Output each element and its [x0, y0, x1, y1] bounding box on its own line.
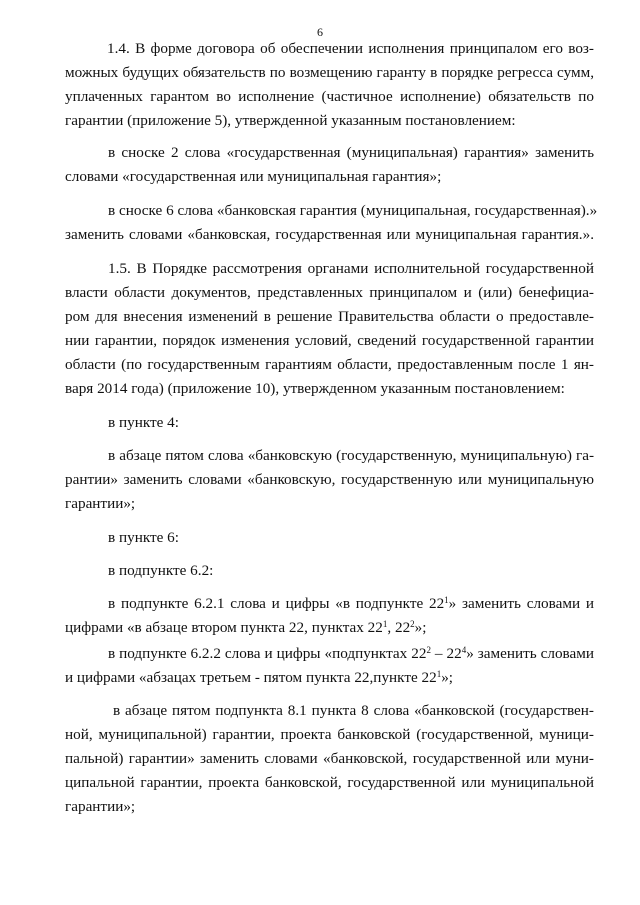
text-line: варя 2014 года) (приложение 10), утвержденном указанным постановлением:	[65, 380, 565, 397]
text-line: 1.5. В Порядке рассмотрения органами исполнительной государственной	[108, 260, 594, 277]
text-line: в абзаце пятом подпункта 8.1 пункта 8 слова «банковской (государствен-	[113, 702, 594, 719]
text-line: в подпункте 6.2:	[108, 562, 214, 579]
text-line: в пункте 4:	[108, 414, 179, 431]
text-line: можных будущих обязательств по возмещению гаранту в порядке регресса сумм,	[65, 64, 594, 81]
text-segment: цифрами «в абзаце втором пункта 22, пунктах 22	[65, 619, 383, 636]
text-line: гарантии»;	[65, 495, 136, 512]
text-line: гарантии»;	[65, 798, 136, 815]
superscript: 1	[382, 618, 388, 629]
text-segment: » заменить словами	[466, 645, 595, 662]
text-segment: , 22	[387, 619, 411, 636]
text-segment: – 22	[430, 645, 462, 662]
superscript: 4	[461, 644, 467, 655]
text-line: в сноске 2 слова «государственная (муниципальная) гарантия» заменить	[108, 144, 594, 161]
text-segment: и цифрами «абзацах третьем - пятом пункта 22,пункте 22	[65, 669, 437, 686]
text-line: в сноске 6 слова «банковская гарантия (муниципальная, государственная).»	[108, 202, 598, 219]
text-line: заменить словами «банковская, государственная или муниципальная гарантия.».	[65, 226, 594, 243]
text-line	[108, 642, 594, 666]
superscript: 2	[410, 618, 415, 629]
text-line: гарантии (приложение 5), утвержденной указанным постановлением:	[65, 112, 516, 129]
page-number: 6	[317, 25, 323, 39]
text-line: ром для внесения изменений в решение Правительства области о предоставле-	[65, 308, 594, 325]
text-line: в абзаце пятом слова «банковскую (государственную, муниципальную) га-	[108, 447, 594, 464]
text-line: 1.4. В форме договора об обеспечении исполнения принципалом его воз-	[107, 40, 594, 57]
text-segment: » заменить словами и	[448, 595, 594, 612]
superscript: 2	[426, 644, 431, 655]
text-segment: »;	[414, 619, 427, 636]
superscript: 1	[436, 668, 442, 679]
text-line: власти области документов, представленных принципалом и (или) бенефициа-	[65, 284, 594, 301]
text-line	[108, 592, 594, 616]
text-line: ципальной гарантии, проекта банковской, государственной или муниципальной	[65, 774, 594, 791]
text-line: ной, муниципальной) гарантии, проекта банковской (государственной, муници-	[65, 726, 594, 743]
text-line	[65, 616, 594, 640]
text-line: уплаченных гарантом во исполнение (частичное исполнение) обязательств по	[65, 88, 594, 105]
text-line: рантии» заменить словами «банковскую, государственную или муниципальную	[65, 471, 594, 488]
text-line: пальной) гарантии» заменить словами «банковской, государственной или муни-	[65, 750, 594, 767]
text-line: нии гарантии, порядок изменения условий, сведений государственной гарантии	[65, 332, 594, 349]
text-line: в пункте 6:	[108, 529, 179, 546]
text-line	[65, 666, 594, 690]
text-segment: в подпункте 6.2.2 слова и цифры «подпунктах 22	[108, 645, 427, 662]
text-segment: »;	[441, 669, 454, 686]
text-line: области (по государственным гарантиям области, предоставленным после 1 ян-	[65, 356, 594, 373]
text-line: словами «государственная или муниципальная гарантия»;	[65, 168, 442, 185]
text-segment: в подпункте 6.2.1 слова и цифры «в подпункте 22	[108, 595, 445, 612]
superscript: 1	[444, 594, 449, 605]
